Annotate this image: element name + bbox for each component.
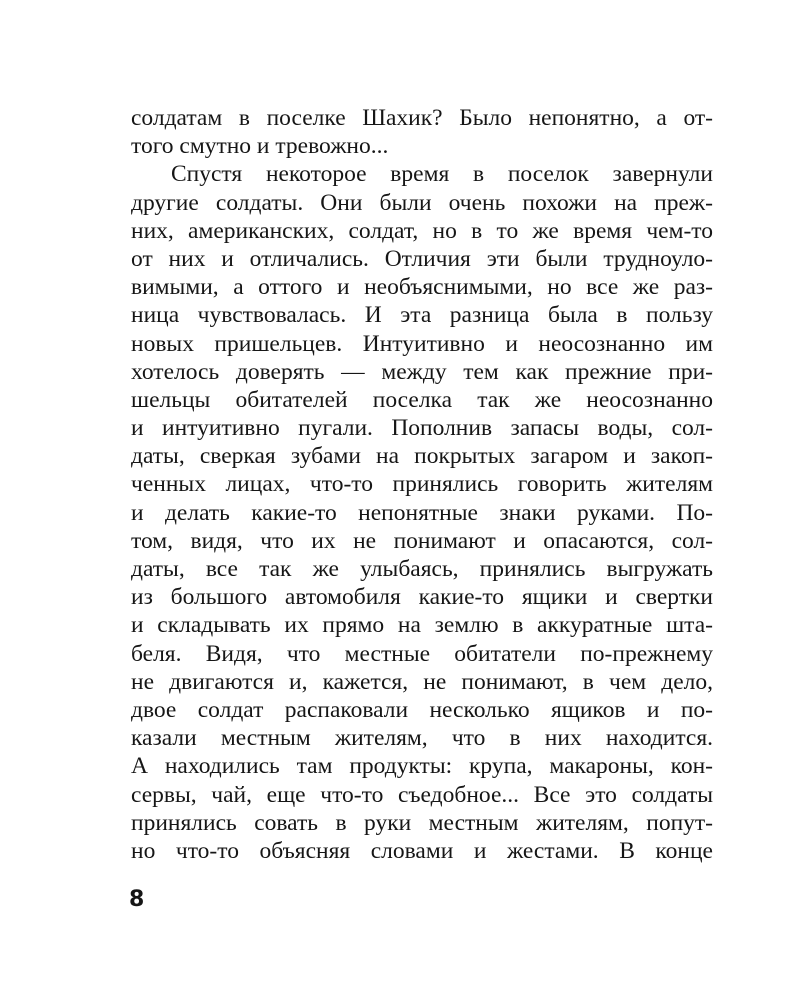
text-line: двое солдат распаковали несколько ящиков и по-	[131, 696, 713, 723]
text-line: вимыми, а оттого и необъяснимыми, но все же раз-	[131, 274, 713, 301]
text-line: ченных лицах, что-то принялись говорить жителям	[131, 471, 713, 498]
text-line: не двигаются и, кажется, не понимают, в чем дело,	[131, 668, 713, 695]
body-text	[131, 104, 713, 865]
page-number: 8	[129, 887, 145, 912]
text-line: том, видя, что их не понимают и опасаются, сол-	[131, 527, 713, 554]
text-line: другие солдаты. Они были очень похожи на преж-	[131, 189, 713, 216]
text-line: но что-то объясняя словами и жестами. В конце	[131, 837, 713, 864]
text-line: солдатам в поселке Шахик? Было непонятно, а от-	[131, 105, 713, 131]
text-line: хотелось доверять — между тем как прежние при-	[131, 358, 713, 385]
text-line: принялись совать в руки местным жителям, попут-	[131, 809, 713, 836]
text-line: новых пришельцев. Интуитивно и неосознанно им	[131, 330, 713, 357]
text-line-paragraph-start: Спустя некоторое время в поселок завернули	[171, 161, 713, 188]
text-line: даты, сверкая зубами на покрытых загаром и закоп-	[131, 443, 713, 470]
text-line: и делать какие-то непонятные знаки руками. По-	[131, 499, 713, 526]
text-line: даты, все так же улыбаясь, принялись выгружать	[131, 556, 713, 582]
text-line: сервы, чай, еще что-то съедобное... Все это солдаты	[131, 781, 713, 808]
text-line: от них и отличались. Отличия эти были трудноуло-	[131, 245, 713, 272]
text-line: казали местным жителям, что в них находится.	[131, 725, 713, 752]
text-line: них, американских, солдат, но в то же время чем-то	[131, 217, 713, 244]
text-line: ница чувствовалась. И эта разница была в пользу	[131, 302, 713, 329]
text-line: из большого автомобиля какие-то ящики и свертки	[131, 584, 713, 611]
text-line: А находились там продукты: крупа, макароны, кон-	[131, 753, 713, 780]
text-line: шельцы обитателей поселка так же неосознанно	[131, 386, 713, 413]
text-line: и интуитивно пугали. Пополнив запасы воды, сол-	[131, 415, 713, 442]
text-line: того смутно и тревожно...	[131, 133, 389, 160]
text-line: беля. Видя, что местные обитатели по-прежнему	[131, 640, 713, 667]
text-line: и складывать их прямо на землю в аккуратные шта-	[131, 612, 713, 639]
